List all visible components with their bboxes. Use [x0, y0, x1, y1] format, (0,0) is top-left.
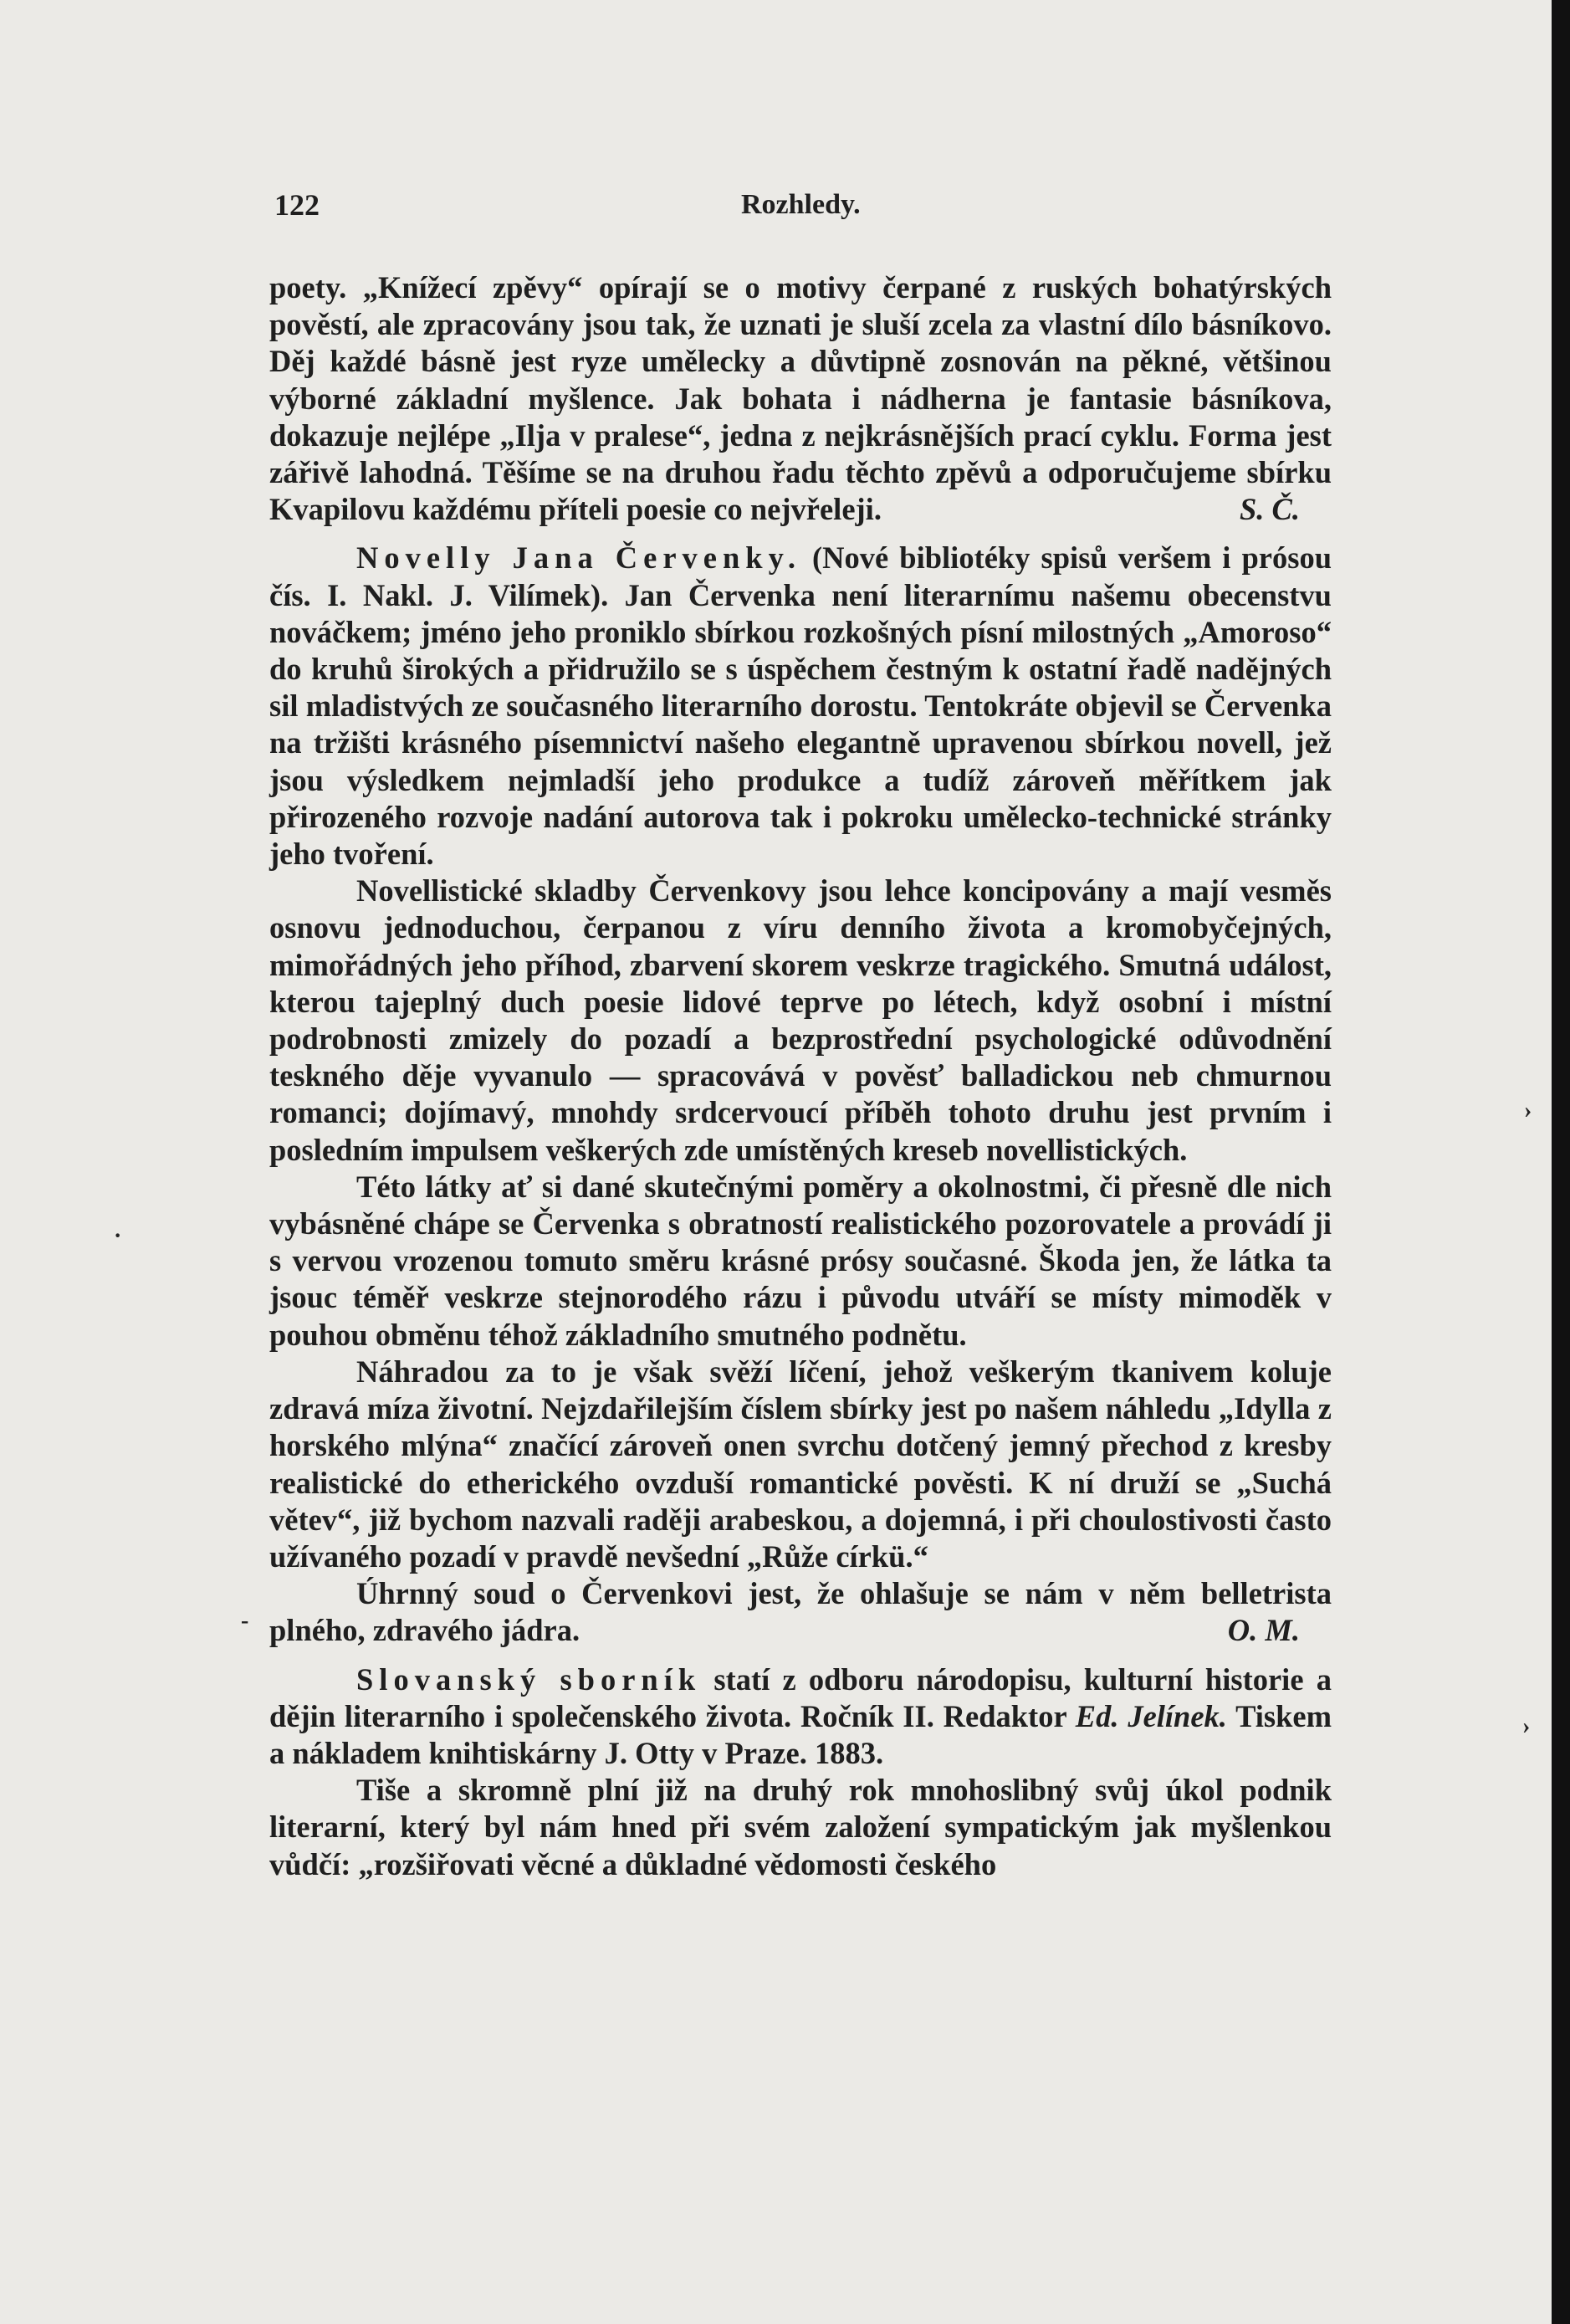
- page-number: 122: [274, 188, 320, 222]
- scan-edge: [1552, 0, 1570, 2324]
- review-cervenka-title: Novelly Jana Červenky.: [356, 540, 801, 576]
- review-kvapil: [269, 269, 1332, 528]
- margin-mark-right-1: ›: [1524, 1098, 1532, 1124]
- review-sbornik-title: Slovanský sborník: [356, 1661, 702, 1697]
- margin-mark-left-1: ·: [114, 1223, 122, 1249]
- review-cervenka-p5: [269, 1575, 1332, 1649]
- review-sbornik-intro-b: Tiskem a nákladem knihtiskárny J. Otty v Praze. 1883.: [269, 1698, 1332, 1770]
- review-sbornik-editor: Ed. Jelínek.: [1075, 1698, 1227, 1733]
- review-sbornik-p2: Tiše a skromně plní již na druhý rok mnohoslibný svůj úkol podnik literarní, který byl nám hned při svém založení sympatickým jak myšlenkou vůdčí: „rozšiřovati věcné a důkladné vědomosti českého: [269, 1773, 1332, 1881]
- review-cervenka-p5-text: Úhrnný soud o Červenkovi jest, že ohlašuje se nám v něm belletrista plného, zdravého jádra.: [269, 1576, 1332, 1648]
- margin-mark-left-2: -: [241, 1608, 249, 1634]
- page-header: [274, 187, 1328, 234]
- review-cervenka-intro-text: (Nové bibliotéky spisů veršem i prósou čís. I. Nakl. J. Vilímek). Jan Červenka není literarnímu našemu obecenstvu nováčkem; jméno jeho proniklo sbírkou rozkošných písní milostných „Amoroso“ do kruhů širokých a přidružilo se s úspěchem čestným k ostatní řadě nadějných sil mladistvých ze současného literarního dorostu. Tentokráte objevil se Červenka na tržišti krásného písemnictví našeho elegantně upravenou sbírkou novell, jež jsou výsledkem nejmladší jeho produkce a tudíž zároveň měřítkem jak přirozeného rozvoje nadání autorova tak i pokroku umělecko-technické stránky jeho tvoření.: [269, 540, 1332, 872]
- body-text: [269, 269, 1332, 1883]
- review-sbornik-intro: [269, 1661, 1332, 1773]
- review-cervenka-intro: [269, 540, 1332, 873]
- review-cervenka-p4: Náhradou za to je však svěží líčení, jehož veškerým tkanivem koluje zdravá míza životní. Nejzdařilejším číslem sbírky jest po našem náhledu „Idylla z horského mlýna“ značící zároveň onen svrchu dotčený jemný přechod z kresby realistické do etherického ovzduší romantické pověsti. K ní druží se „Suchá větev“, již bychom nazvali raději arabeskou, a dojemná, i při choulostivosti často užívaného pozadí v pravdě nevšední „Růže církü.“: [269, 1354, 1332, 1574]
- signature-om: O. M.: [1227, 1613, 1300, 1648]
- running-title: Rozhledy.: [741, 189, 861, 220]
- review-cervenka-p3: Této látky ať si dané skutečnými poměry a okolnostmi, či přesně dle nich vybásněné chápe se Červenka s obratností realistického pozorovatele a provádí ji s vervou vrozenou tomuto směru krásné prósy současné. Škoda jen, že látka ta jsouc téměř veskrze stejnorodého rázu i původu utváří se místy mimoděk v pouhou obměnu téhož základního smutného podnětu.: [269, 1169, 1332, 1352]
- review-sbornik-intro-a: statí z odboru národopisu, kulturní historie a dějin literarního i společenského života. Ročník II. Redaktor: [269, 1661, 1332, 1733]
- margin-mark-right-2: ›: [1522, 1713, 1531, 1739]
- signature-sc: S. Č.: [1239, 492, 1300, 527]
- review-kvapil-text: poety. „Knížecí zpěvy“ opírají se o motivy čerpané z ruských bohatýrských pověstí, ale zpracovány jsou tak, že uznati je sluší zcela za vlastní dílo básníkovo. Děj každé básně jest ryze umělecky a důvtipně zosnován na pěkné, většinou výborné základní myšlence. Jak bohata i nádherna je fantasie básníkova, dokazuje nejlépe „Ilja v pralese“, jedna z nejkrásnějších prací cyklu. Forma jest zářivě lahodná. Těšíme se na druhou řadu těchto zpěvů a odporučujeme sbírku Kvapilovu každému příteli poesie co nejvřeleji.: [269, 270, 1332, 527]
- review-cervenka-p2: Novellistické skladby Červenkovy jsou lehce koncipovány a mají vesměs osnovu jednoduchou, čerpanou z víru denního života a kromobyčejných, mimořádných jeho příhod, zbarvení skorem veskrze tragického. Smutná událost, kterou tajeplný duch poesie lidové teprve po létech, když osobní i místní podrobnosti zmizely do pozadí a bezprostřední psychologické odůvodnění teskného děje vyvanulo — spracovává v pověsť balladickou neb chmurnou romanci; dojímavý, mnohdy srdcervoucí příběh tohoto druhu jest prvním i posledním impulsem veškerých zde umístěných kreseb novellistických.: [269, 873, 1332, 1167]
